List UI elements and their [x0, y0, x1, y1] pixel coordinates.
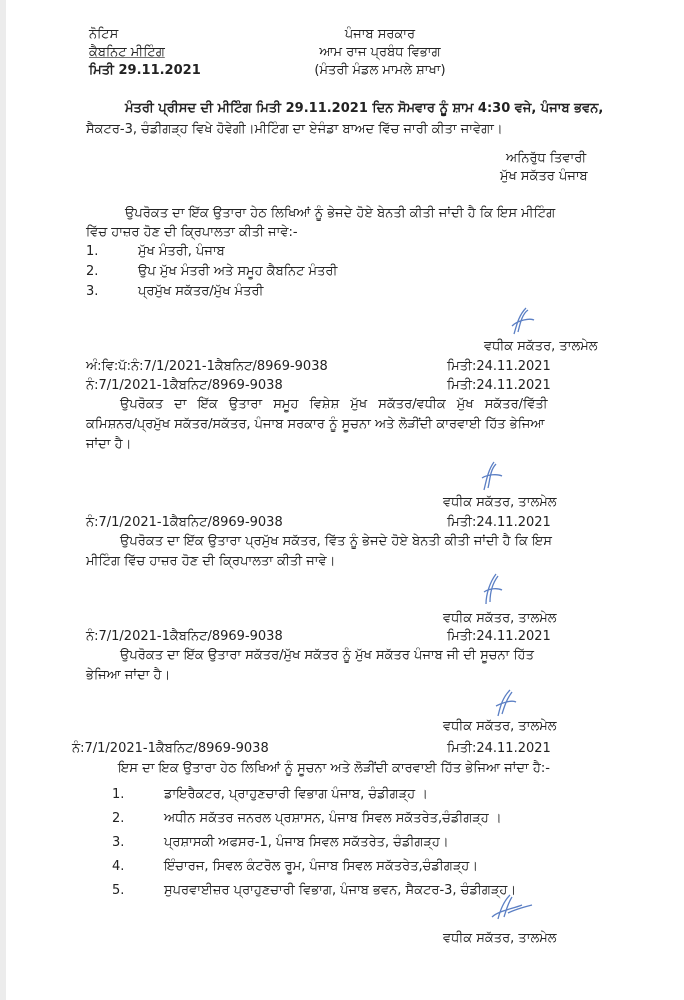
signature-icon — [508, 306, 538, 336]
branch-name: (ਮੰਤਰੀ ਮੰਡਲ ਮਾਮਲੇ ਸ਼ਾਖਾ) — [314, 63, 446, 78]
government-name: ਪੰਜਾਬ ਸਰਕਾਰ — [344, 27, 416, 42]
signature-icon — [490, 688, 520, 718]
signatory-title: ਵਧੀਕ ਸਕੱਤਰ, ਤਾਲਮੇਲ — [443, 495, 557, 510]
list-item: 5. ਸੁਪਰਵਾਈਜ਼ਰ ਪ੍ਰਾਹੁਣਚਾਰੀ ਵਿਭਾਗ, ਪੰਜਾਬ ਭਵਨ, ਸੈਕਟਰ-3, ਚੰਡੀਗੜ੍ਹ। — [112, 883, 517, 898]
reference-date: ਮਿਤੀ:24.11.2021 — [447, 629, 551, 644]
reference-number: ਨੰ:7/1/2021-1ਕੈਬਨਿਟ/8969-9038 — [72, 741, 269, 756]
chief-secretary-title: ਮੁੱਖ ਸਕੱਤਰ ਪੰਜਾਬ — [500, 169, 588, 184]
reference-date: ਮਿਤੀ:24.11.2021 — [447, 378, 551, 393]
reference-number: ਅੰ:ਵਿ:ਪੱ:ਨੰ:7/1/2021-1ਕੈਬਨਿਟ/8969-9038 — [86, 359, 328, 374]
list-item: 2. ਅਧੀਨ ਸਕੱਤਰ ਜਨਰਲ ਪ੍ਰਸ਼ਾਸਨ, ਪੰਜਾਬ ਸਿਵਲ ਸਕੱਤਰੇਤ,ਚੰਡੀਗੜ੍ਹ । — [112, 811, 502, 826]
cabinet-meeting-label: ਕੈਬਨਿਟ ਮੀਟਿੰਗ — [89, 45, 165, 60]
endorsement-text: ਮੀਟਿੰਗ ਵਿੱਚ ਹਾਜ਼ਰ ਹੋਣ ਦੀ ਕ੍ਰਿਪਾਲਤਾ ਕੀਤੀ ਜਾਵੇ। — [86, 554, 336, 569]
reference-date: ਮਿਤੀ:24.11.2021 — [447, 359, 551, 374]
endorsement-text: ਉਪਰੋਕਤ ਦਾ ਇੱਕ ਉਤਾਰਾ ਸਮੂਹ ਵਿਸ਼ੇਸ਼ ਮੁੱਖ ਸਕੱਤਰ/ਵਧੀਕ ਮੁੱਖ ਸਕੱਤਰ/ਵਿੱਤੀ — [120, 397, 548, 412]
endorsement-text: ਕਮਿਸ਼ਨਰ/ਪ੍ਰਮੁੱਖ ਸਕੱਤਰ/ਸਕੱਤਰ, ਪੰਜਾਬ ਸਰਕਾਰ ਨੂੰ ਸੂਚਨਾ ਅਤੇ ਲੋੜੀਂਦੀ ਕਾਰਵਾਈ ਹਿੱਤ ਭੇਜਿਆ — [86, 417, 545, 432]
reference-number: ਨੰ:7/1/2021-1ਕੈਬਨਿਟ/8969-9038 — [86, 629, 283, 644]
list-item: 2. ਉਪ ਮੁੱਖ ਮੰਤਰੀ ਅਤੇ ਸਮੂਹ ਕੈਬਨਿਟ ਮੰਤਰੀ — [86, 264, 338, 279]
signature-icon — [478, 460, 506, 492]
endorsement-text: ਜਾਂਦਾ ਹੈ। — [86, 437, 132, 452]
chief-secretary-name: ਅਨਿਰੁੱਧ ਤਿਵਾਰੀ — [506, 151, 587, 166]
signature-icon — [488, 893, 536, 923]
reference-date: ਮਿਤੀ:24.11.2021 — [447, 515, 551, 530]
notice-line-1: ਮੰਤਰੀ ਪ੍ਰੀਸਦ ਦੀ ਮੀਟਿੰਗ ਮਿਤੀ 29.11.2021 ਦਿਨ ਸੋਮਵਾਰ ਨੂੰ ਸ਼ਾਮ 4:30 ਵਜੇ, ਪੰਜਾਬ ਭਵਨ, — [125, 101, 604, 116]
copy-request-line-2: ਵਿੱਚ ਹਾਜ਼ਰ ਹੋਣ ਦੀ ਕ੍ਰਿਪਾਲਤਾ ਕੀਤੀ ਜਾਵੇ:- — [86, 225, 298, 240]
notice-line-2: ਸੈਕਟਰ-3, ਚੰਡੀਗੜ੍ਹ ਵਿਖੇ ਹੋਵੇਗੀ।ਮੀਟਿੰਗ ਦਾ ਏਜੰਡਾ ਬਾਅਦ ਵਿੱਚ ਜਾਰੀ ਕੀਤਾ ਜਾਵੇਗਾ। — [86, 122, 503, 137]
list-item: 3. ਪ੍ਰਸ਼ਾਸਕੀ ਅਫਸਰ-1, ਪੰਜਾਬ ਸਿਵਲ ਸਕੱਤਰੇਤ, ਚੰਡੀਗੜ੍ਹ। — [112, 835, 449, 850]
signatory-title: ਵਧੀਕ ਸਕੱਤਰ, ਤਾਲਮੇਲ — [443, 719, 557, 734]
list-item: 1. ਡਾਇਰੈਕਟਰ, ਪ੍ਰਾਹੁਣਚਾਰੀ ਵਿਭਾਗ ਪੰਜਾਬ, ਚੰਡੀਗੜ੍ਹ । — [112, 787, 428, 802]
list-item: 3. ਪ੍ਰਮੁੱਖ ਸਕੱਤਰ/ਮੁੱਖ ਮੰਤਰੀ — [86, 284, 264, 299]
page-edge — [0, 0, 6, 1000]
signatory-title: ਵਧੀਕ ਸਕੱਤਰ, ਤਾਲਮੇਲ — [443, 611, 557, 626]
list-item: 1. ਮੁੱਖ ਮੰਤਰੀ, ਪੰਜਾਬ — [86, 244, 225, 259]
endorsement-text: ਉਪਰੋਕਤ ਦਾ ਇੱਕ ਉਤਾਰਾ ਪ੍ਰਮੁੱਖ ਸਕੱਤਰ, ਵਿੱਤ ਨੂੰ ਭੇਜਦੇ ਹੋਏ ਬੇਨਤੀ ਕੀਤੀ ਜਾਂਦੀ ਹੈ ਕਿ ਇਸ — [120, 534, 552, 549]
list-item: 4. ਇੰਚਾਰਜ, ਸਿਵਲ ਕੰਟਰੋਲ ਰੂਮ, ਪੰਜਾਬ ਸਿਵਲ ਸਕੱਤਰੇਤ,ਚੰਡੀਗੜ੍ਹ। — [112, 859, 479, 874]
endorsement-text: ਇਸ ਦਾ ਇਕ ਉਤਾਰਾ ਹੇਠ ਲਿਖਿਆਂ ਨੂੰ ਸੂਚਨਾ ਅਤੇ ਲੋੜੀਂਦੀ ਕਾਰਵਾਈ ਹਿੱਤ ਭੇਜਿਆ ਜਾਂਦਾ ਹੈ:- — [118, 761, 550, 776]
reference-number: ਨੰ:7/1/2021-1ਕੈਬਨਿਟ/8969-9038 — [86, 515, 283, 530]
signatory-title: ਵਧੀਕ ਸਕੱਤਰ, ਤਾਲਮੇਲ — [443, 931, 557, 946]
notice-date: ਮਿਤੀ 29.11.2021 — [89, 63, 201, 78]
signature-icon — [478, 572, 506, 606]
department-name: ਆਮ ਰਾਜ ਪ੍ਰਬੰਧ ਵਿਭਾਗ — [319, 45, 441, 60]
signatory-title: ਵਧੀਕ ਸਕੱਤਰ, ਤਾਲਮੇਲ — [484, 339, 598, 354]
copy-request-line-1: ਉਪਰੋਕਤ ਦਾ ਇੱਕ ਉਤਾਰਾ ਹੇਠ ਲਿਖਿਆਂ ਨੂੰ ਭੇਜਦੇ ਹੋਏ ਬੇਨਤੀ ਕੀਤੀ ਜਾਂਦੀ ਹੈ ਕਿ ਇਸ ਮੀਟਿੰਗ — [125, 206, 556, 221]
endorsement-text: ਭੇਜਿਆ ਜਾਂਦਾ ਹੈ। — [86, 668, 171, 683]
endorsement-text: ਉਪਰੋਕਤ ਦਾ ਇੱਕ ਉਤਾਰਾ ਸਕੱਤਰ/ਮੁੱਖ ਸਕੱਤਰ ਨੂੰ ਮੁੱਖ ਸਕੱਤਰ ਪੰਜਾਬ ਜੀ ਦੀ ਸੂਚਨਾ ਹਿੱਤ — [120, 648, 534, 663]
notice-label: ਨੋਟਿਸ — [89, 27, 119, 42]
reference-number: ਨੰ:7/1/2021-1ਕੈਬਨਿਟ/8969-9038 — [86, 378, 283, 393]
reference-date: ਮਿਤੀ:24.11.2021 — [447, 741, 551, 756]
